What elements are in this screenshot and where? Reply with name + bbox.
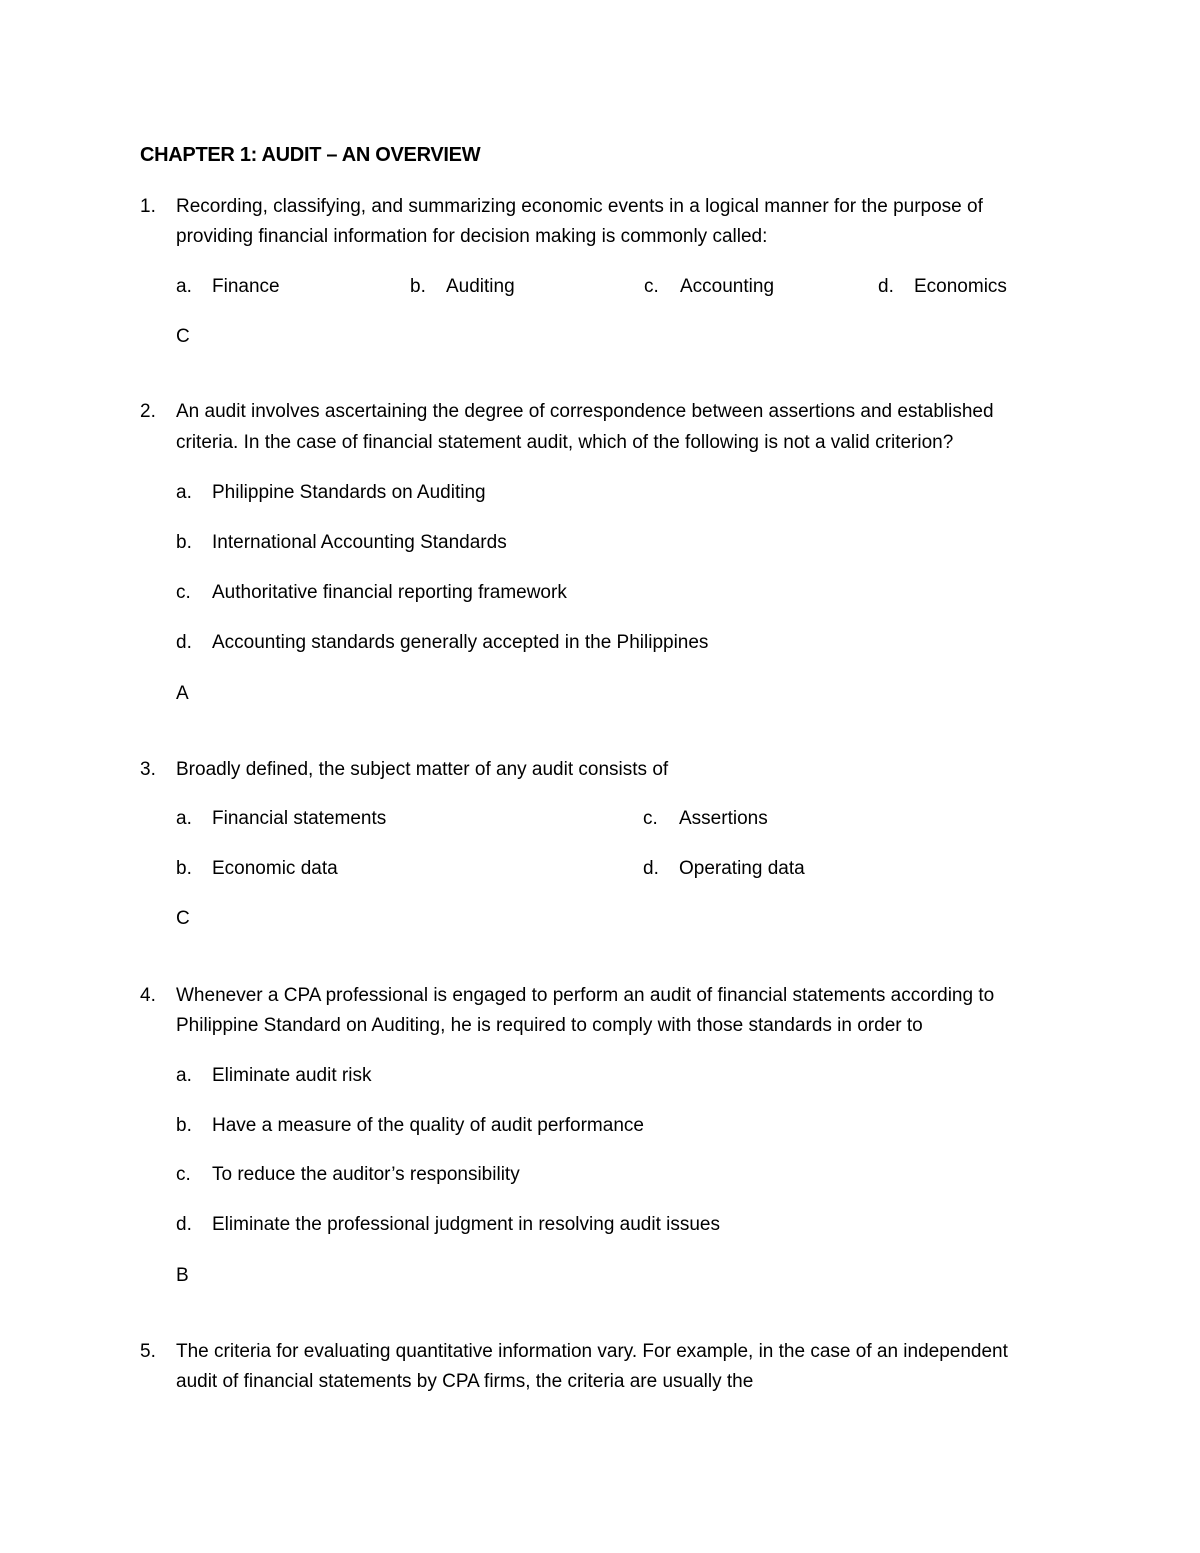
answer: A — [176, 683, 189, 704]
option-text: Assertions — [679, 808, 768, 829]
option-text: Authoritative financial reporting framework — [212, 582, 567, 603]
option-letter: b. — [410, 276, 426, 297]
option-text: Philippine Standards on Auditing — [212, 482, 486, 503]
question-text-line: Recording, classifying, and summarizing economic events in a logical manner for the purpose of — [176, 196, 983, 217]
option-letter: a. — [176, 808, 192, 829]
chapter-title: CHAPTER 1: AUDIT – AN OVERVIEW — [140, 144, 481, 166]
option-letter: a. — [176, 276, 192, 297]
option-letter: c. — [176, 582, 191, 603]
option-text: Economics — [914, 276, 1007, 297]
option-letter: b. — [176, 858, 192, 879]
question-number: 1. — [140, 196, 156, 217]
option-letter: c. — [644, 276, 659, 297]
question-number: 4. — [140, 985, 156, 1006]
option-letter: d. — [176, 1214, 192, 1235]
answer: C — [176, 908, 190, 929]
question-text-line: Philippine Standard on Auditing, he is required to comply with those standards in order to — [176, 1015, 923, 1036]
question-number: 3. — [140, 759, 156, 780]
option-text: Financial statements — [212, 808, 387, 829]
option-letter: b. — [176, 532, 192, 553]
answer: B — [176, 1265, 189, 1286]
option-text: Operating data — [679, 858, 805, 879]
option-text: Accounting standards generally accepted in the Philippines — [212, 632, 709, 653]
answer: C — [176, 326, 190, 347]
option-letter: a. — [176, 1065, 192, 1086]
option-letter: b. — [176, 1115, 192, 1136]
option-text: To reduce the auditor’s responsibility — [212, 1164, 520, 1185]
option-text: International Accounting Standards — [212, 532, 507, 553]
option-text: Eliminate audit risk — [212, 1065, 372, 1086]
option-letter: d. — [878, 276, 894, 297]
question-text-line: The criteria for evaluating quantitative information vary. For example, in the case of an independent — [176, 1341, 1008, 1362]
option-letter: a. — [176, 482, 192, 503]
question-number: 5. — [140, 1341, 156, 1362]
option-letter: c. — [176, 1164, 191, 1185]
option-text: Accounting — [680, 276, 775, 297]
option-text: Finance — [212, 276, 280, 297]
option-letter: c. — [643, 808, 658, 829]
option-text: Economic data — [212, 858, 338, 879]
question-text-line: Broadly defined, the subject matter of any audit consists of — [176, 759, 669, 780]
option-text: Auditing — [446, 276, 515, 297]
option-letter: d. — [176, 632, 192, 653]
option-letter: d. — [643, 858, 659, 879]
option-text: Have a measure of the quality of audit performance — [212, 1115, 644, 1136]
option-text: Eliminate the professional judgment in resolving audit issues — [212, 1214, 720, 1235]
question-text-line: Whenever a CPA professional is engaged to perform an audit of financial statements according to — [176, 985, 995, 1006]
question-text-line: audit of financial statements by CPA firms, the criteria are usually the — [176, 1371, 754, 1392]
question-number: 2. — [140, 401, 156, 422]
question-text-line: An audit involves ascertaining the degree of correspondence between assertions and established — [176, 401, 994, 422]
question-text-line: criteria. In the case of financial statement audit, which of the following is not a valid criterion? — [176, 432, 954, 453]
question-text-line: providing financial information for decision making is commonly called: — [176, 226, 768, 247]
